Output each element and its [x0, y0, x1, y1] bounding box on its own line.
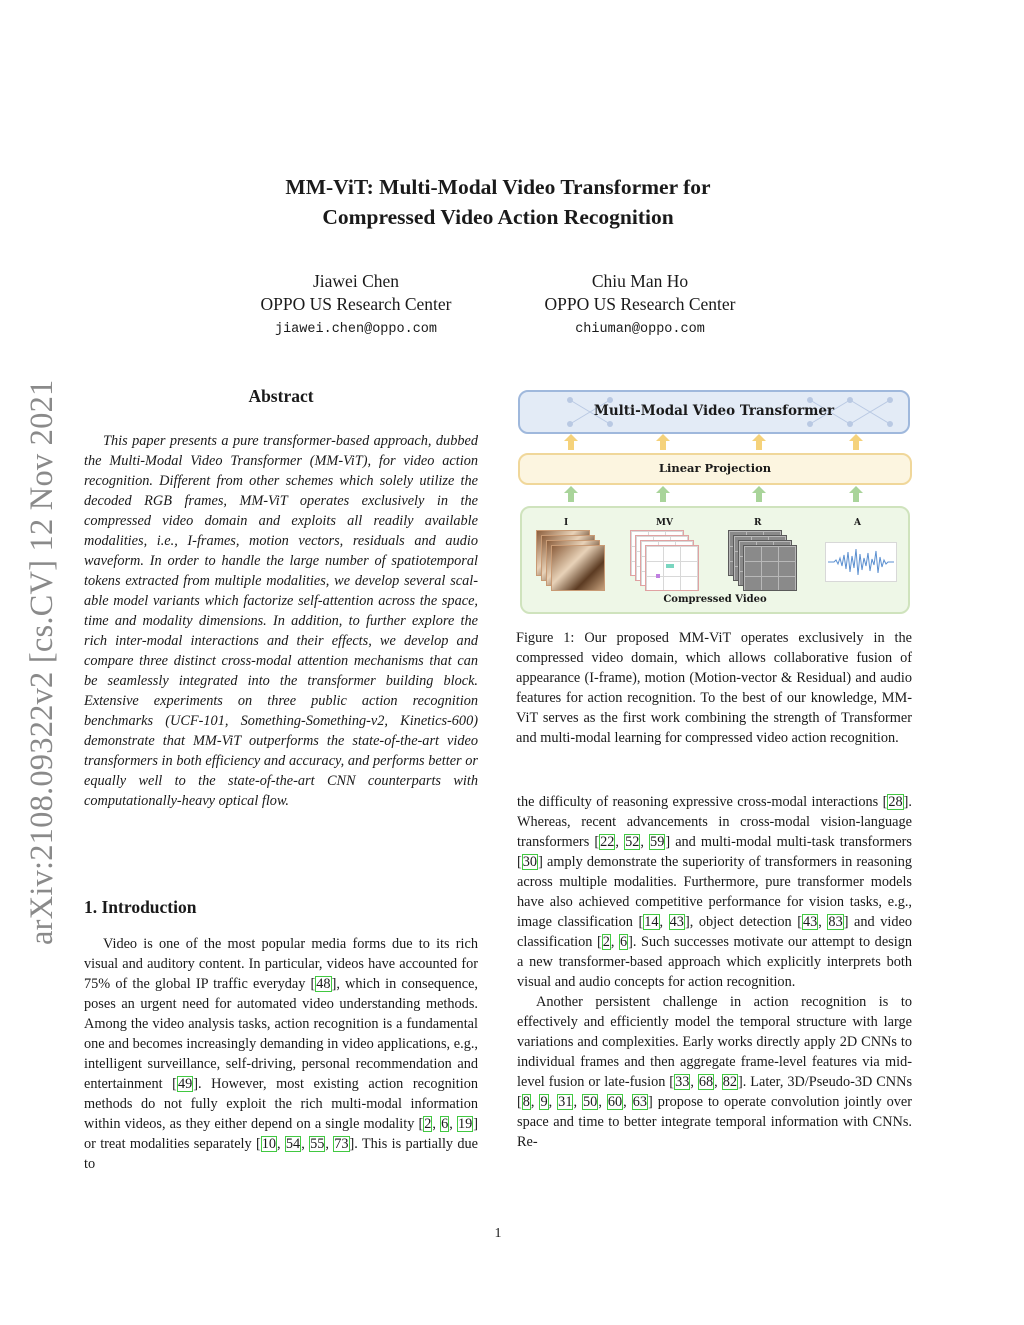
- paragraph-text: ]. However, most existing action recognition methods do not fully exploit the rich multi-modal information within videos, as they either depend on a single modality [: [84, 1076, 479, 1132]
- paragraph-text: ]. Later, 3D/Pseudo-3D CNNs [: [517, 1074, 913, 1110]
- intro-column-left: [84, 934, 478, 1174]
- author-block-2: [490, 270, 790, 341]
- citation-link[interactable]: 9: [540, 1094, 548, 1110]
- citation-link[interactable]: 73: [334, 1136, 349, 1152]
- paper-title: [0, 172, 996, 232]
- paragraph-text: ,: [623, 1094, 632, 1110]
- intro-paragraph-1: [84, 934, 478, 1174]
- paragraph-text: ,: [615, 834, 625, 850]
- title-line-2: Compressed Video Action Recognition: [322, 205, 674, 229]
- citation-link[interactable]: 31: [558, 1094, 573, 1110]
- abstract-paragraph: This paper presents a pure transformer-based approach, dubbed the Multi-Modal Video Transformer (MM-ViT), for video action recognition. Different from other schemes which solely utilize the decoded RGB frames, MM-ViT operates exclusively in the compressed video domain and exploits all readily available modalities, i.e., I-frames, motion vectors, residuals and audio waveform. In order to handle the large number of spatiotemporal tokens extracted from multiple modalities, we develop several scalable model variants which factorize self-attention across the space, time and modality dimensions. In addition, to further explore the rich inter-modal interactions and their effects, we develop and compare three distinct cross-modal attention mechanisms that can be seamlessly integrated into the transformer building block. Extensive experiments on three public action recognition benchmarks (UCF-101, Something-Something-v2, Kinetics-600) demonstrate that MM-ViT outperforms the state-of-the-art video transformers in both efficiency and accuracy, and performs better or equally well to the state-of-the-art CNN counterparts with computationally-heavy optical flow.: [84, 433, 478, 809]
- intro-heading: 1. Introduction: [84, 897, 197, 917]
- citation-link[interactable]: 28: [888, 794, 903, 810]
- paragraph-text: ,: [325, 1136, 334, 1152]
- paragraph-text: ], which in consequence, poses an urgent need for automated video understanding methods. Among the video analysis tasks, action recognition is a fundamental one and becomes increasingly demanding in video applications, e.g., intelligent surveillance, self-driving, personal recommendation and entertainment [: [84, 976, 478, 1092]
- iframe-thumbnail: [551, 545, 605, 591]
- linear-projection-block: [518, 453, 912, 485]
- residual-thumbnail: [743, 545, 797, 591]
- abstract-heading: Abstract: [248, 386, 314, 406]
- citation-link[interactable]: 30: [522, 854, 538, 870]
- paragraph-text: ]. This is partially due to: [84, 1136, 479, 1172]
- paragraph-text: ,: [598, 1094, 607, 1110]
- citation-link[interactable]: 10: [261, 1136, 277, 1152]
- citation-link[interactable]: 6: [441, 1116, 449, 1132]
- citation-link[interactable]: 68: [698, 1074, 714, 1090]
- paragraph-text: ,: [573, 1094, 583, 1110]
- audio-waveform: [825, 542, 897, 582]
- modality-label-i: I: [564, 518, 569, 528]
- motion-vector-thumbnail: [645, 545, 699, 591]
- citation-link[interactable]: 60: [607, 1094, 623, 1110]
- paragraph-text: ] and multi-modal multi-task transformers [: [517, 834, 912, 870]
- paragraph-text: ,: [530, 1094, 540, 1110]
- author-affiliation: OPPO US Research Center: [544, 294, 736, 314]
- intro-paragraph-3: [517, 992, 912, 1152]
- citation-link[interactable]: 63: [632, 1094, 647, 1110]
- compressed-video-block: [520, 506, 910, 614]
- paragraph-text: ,: [610, 934, 619, 950]
- citation-link[interactable]: 19: [457, 1116, 473, 1132]
- author-affiliation: OPPO US Research Center: [260, 294, 452, 314]
- paragraph-text: ,: [640, 834, 650, 850]
- paragraph-text: ,: [301, 1136, 310, 1152]
- intro-column-right: [517, 792, 912, 1152]
- figure-1: [516, 386, 914, 616]
- citation-link[interactable]: 82: [722, 1074, 737, 1090]
- paragraph-text: ,: [714, 1074, 722, 1090]
- modality-label-mv: MV: [656, 518, 673, 528]
- citation-link[interactable]: 50: [583, 1094, 598, 1110]
- transformer-block: [518, 390, 910, 434]
- page-number: 1: [494, 1226, 502, 1241]
- paragraph-text: the difficulty of reasoning expressive cross-modal interactions [: [517, 794, 888, 810]
- paragraph-text: ,: [449, 1116, 457, 1132]
- citation-link[interactable]: 49: [177, 1076, 193, 1092]
- citation-link[interactable]: 14: [644, 914, 659, 930]
- paragraph-text: Another persistent challenge in action recognition is to effectively and efficiently model the temporal structure with large variations and complexities. Early works directly apply 2D CNNs to individual frames and then aggregate frame-level features via mid-level fusion or late-fusion [: [517, 994, 912, 1090]
- paragraph-text: ]. Whereas, recent advancements in cross-modal vision-language transformers [: [517, 794, 912, 850]
- citation-link[interactable]: 6: [620, 934, 628, 950]
- citation-link[interactable]: 2: [424, 1116, 432, 1132]
- citation-link[interactable]: 52: [625, 834, 640, 850]
- author-email[interactable]: jiawei.chen@oppo.com: [274, 322, 438, 337]
- figure-caption: Figure 1: Our proposed MM-ViT operates exclusively in the compressed video domain, which allows collaborative fusion of appearance (I-frame), motion (Motion-vector & Residual) and audio features for action recognition. To the best of our knowledge, MM-ViT serves as the first work combining the strength of Transformer and multi-modal learning for compressed video action recognition.: [516, 630, 912, 746]
- paragraph-text: ,: [277, 1136, 285, 1152]
- transformer-label: Multi-Modal Video Transformer: [593, 403, 835, 419]
- citation-link[interactable]: 48: [316, 976, 331, 992]
- intro-paragraph-2: [517, 792, 912, 992]
- compressed-video-label: Compressed Video: [663, 594, 767, 605]
- citation-link[interactable]: 43: [669, 914, 684, 930]
- paragraph-text: ,: [548, 1094, 558, 1110]
- paragraph-text: ] propose to operate convolution jointly over space and time to better integrate temporal information with CNNs. Re-: [517, 1094, 913, 1150]
- author-name: Chiu Man Ho: [591, 271, 689, 291]
- author-block-1: [206, 270, 506, 341]
- paragraph-text: ], object detection [: [684, 914, 802, 930]
- waveform-icon: [826, 543, 896, 581]
- paragraph-text: ,: [690, 1074, 698, 1090]
- citation-link[interactable]: 59: [650, 834, 665, 850]
- citation-link[interactable]: 8: [522, 1094, 530, 1110]
- modality-label-r: R: [754, 518, 762, 528]
- linear-projection-label: Linear Projection: [658, 461, 772, 475]
- citation-link[interactable]: 2: [602, 934, 610, 950]
- citation-link[interactable]: 83: [828, 914, 843, 930]
- citation-link[interactable]: 54: [285, 1136, 301, 1152]
- title-line-1: MM-ViT: Multi-Modal Video Transformer for: [285, 175, 711, 199]
- citation-link[interactable]: 22: [600, 834, 615, 850]
- author-email[interactable]: chiuman@oppo.com: [575, 322, 705, 337]
- paragraph-text: ,: [432, 1116, 441, 1132]
- citation-link[interactable]: 55: [310, 1136, 325, 1152]
- abstract-body: [84, 431, 478, 811]
- paragraph-text: Video is one of the most popular media forms due to its rich visual and auditory content. In particular, videos have accounted for 75% of the global IP traffic everyday [: [84, 936, 478, 992]
- paragraph-text: ]. Such successes motivate our attempt to design a new transformer-based approach which explicitly interprets both visual and audio concepts for action recognition.: [517, 934, 912, 990]
- arxiv-side-label: arXiv:2108.09322v2 [cs.CV] 12 Nov 2021: [24, 379, 60, 945]
- author-name: Jiawei Chen: [312, 271, 400, 291]
- modality-label-a: A: [854, 518, 861, 528]
- citation-link[interactable]: 33: [675, 1074, 690, 1090]
- paragraph-text: ] and video classification [: [517, 914, 912, 950]
- paragraph-text: ] or treat modalities separately [: [84, 1116, 478, 1152]
- paragraph-text: ] amply demonstrate the superiority of transformers in reasoning across multiple modalities. Furthermore, pure transformer models have also achieved competitive performance for vision tasks, e.g., image classification [: [517, 854, 912, 930]
- paragraph-text: ,: [659, 914, 669, 930]
- citation-link[interactable]: 43: [803, 914, 818, 930]
- paragraph-text: ,: [818, 914, 828, 930]
